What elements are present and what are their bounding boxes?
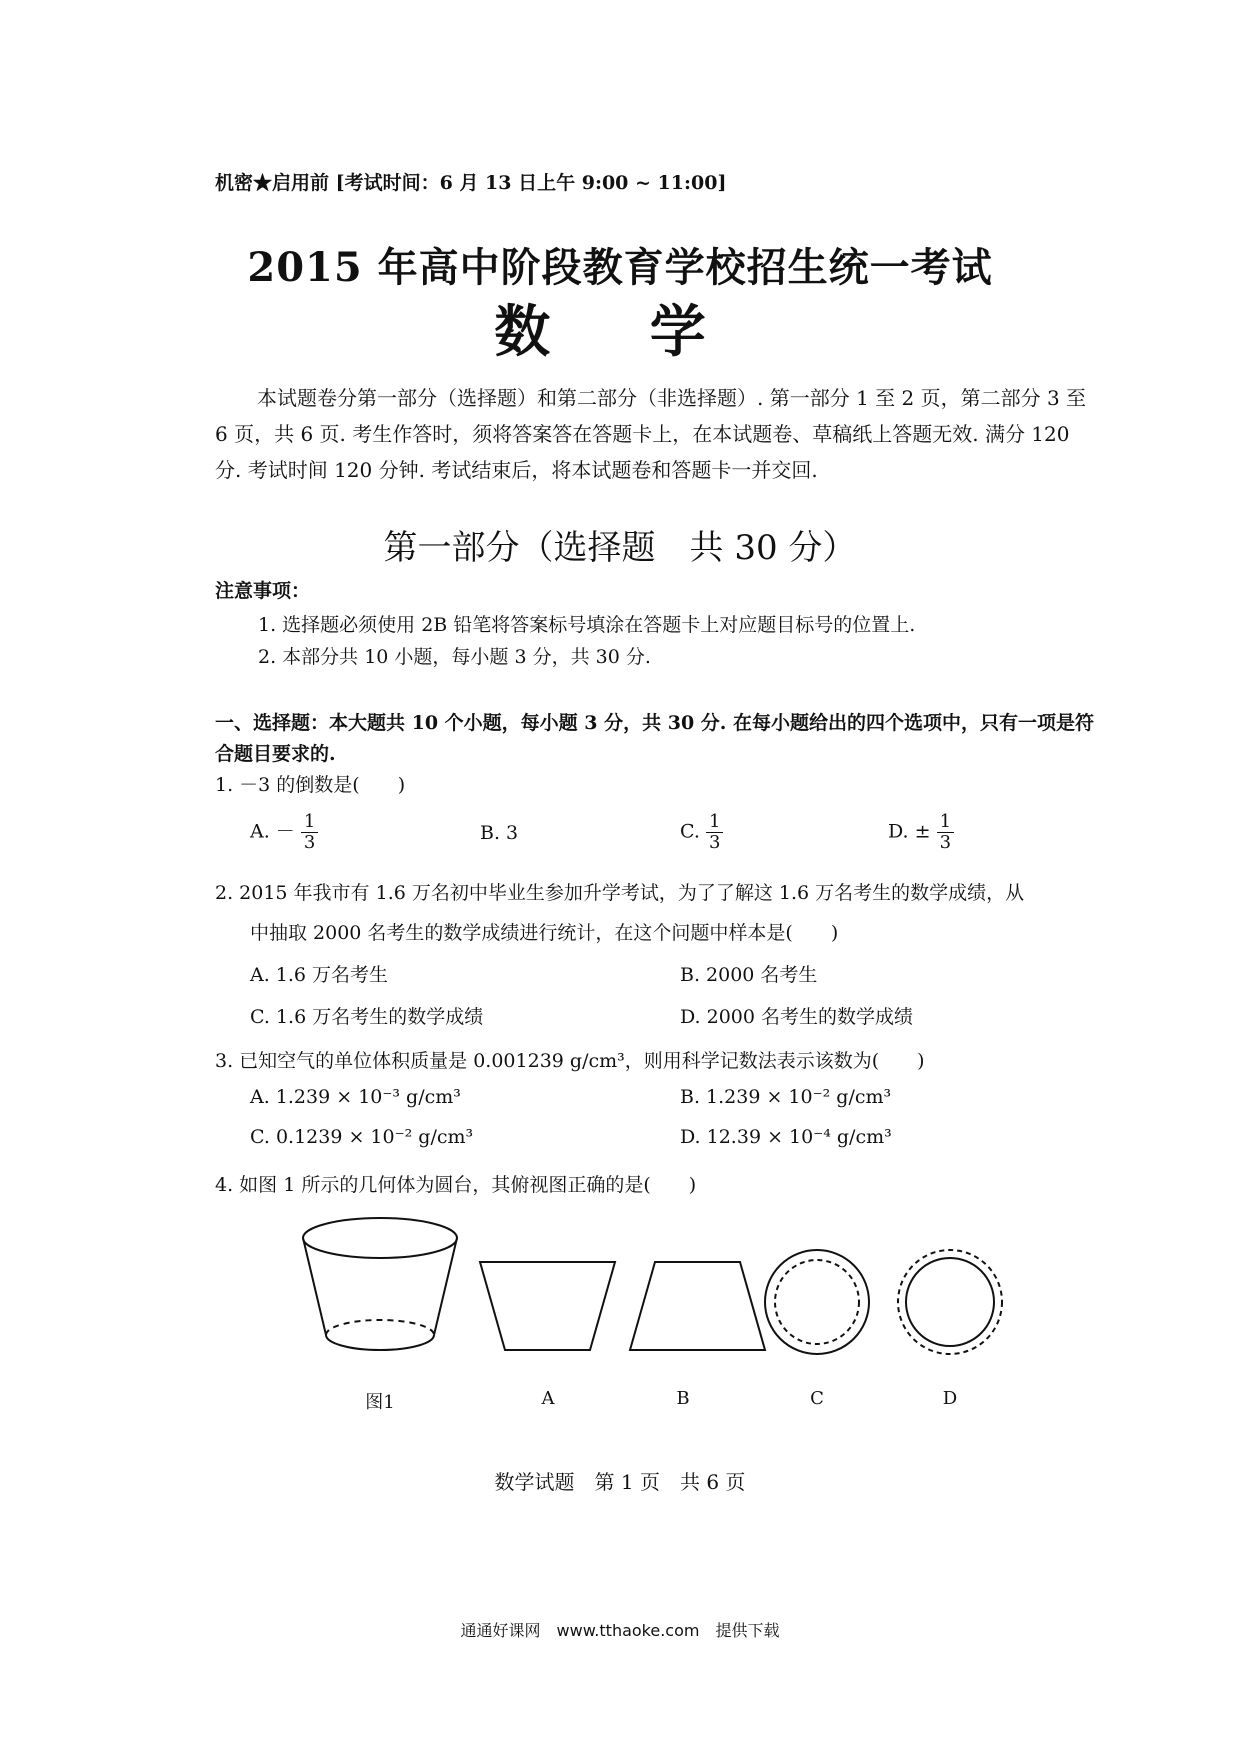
question-2-option-c: C. 1.6 万名考生的数学成绩 — [250, 1006, 484, 1028]
fraction — [937, 812, 954, 853]
fraction — [706, 812, 723, 853]
question-2-option-b: B. 2000 名考生 — [680, 964, 818, 986]
note-item: 1. 选择题必须使用 2B 铅笔将答案标号填涂在答题卡上对应题目标号的位置上. — [258, 614, 916, 636]
option-a-trapezoid — [480, 1262, 615, 1350]
figure-1-label: 图1 — [365, 1392, 395, 1413]
question-1-option-d — [888, 812, 954, 853]
denominator: 3 — [939, 832, 952, 853]
frustum-figure — [303, 1218, 457, 1350]
option-prefix: A. － — [250, 820, 295, 843]
section-heading: 一、选择题：本大题共 10 个小题，每小题 3 分，共 30 分. 在每小题给出的四个选项中，只有一项是符合题目要求的. — [215, 712, 1095, 765]
question-3-option-c: C. 0.1239 × 10⁻² g/cm³ — [250, 1126, 474, 1148]
figure-a-label: A — [541, 1388, 555, 1409]
option-b-trapezoid — [630, 1262, 765, 1350]
download-credit: 通通好课网 www.tthaoke.com 提供下载 — [460, 1621, 780, 1640]
denominator: 3 — [708, 832, 721, 853]
page-footer: 数学试题 第 1 页 共 6 页 — [494, 1470, 746, 1494]
fraction — [301, 812, 318, 853]
exam-confidential-header: 机密★启用前 [考试时间：6 月 13 日上午 9:00 ~ 11:00] — [215, 172, 727, 194]
question-2-option-a: A. 1.6 万名考生 — [250, 964, 389, 986]
figure-c-label: C — [810, 1388, 824, 1409]
denominator: 3 — [303, 832, 316, 853]
option-c-circles — [765, 1250, 869, 1354]
numerator: 1 — [706, 812, 723, 833]
part-one-title: 第一部分（选择题 共 30 分） — [383, 528, 857, 568]
question-2-stem-line2: 中抽取 2000 名考生的数学成绩进行统计，在这个问题中样本是( ) — [250, 922, 839, 944]
option-d-circles — [898, 1250, 1002, 1354]
notes-heading: 注意事项： — [215, 580, 311, 602]
numerator: 1 — [301, 812, 318, 833]
option-prefix: C. — [680, 820, 700, 843]
question-2-stem-line1: 2. 2015 年我市有 1.6 万名初中毕业生参加升学考试，为了了解这 1.6 万名考生的数学成绩，从 — [215, 882, 1025, 904]
question-1-stem: 1. －3 的倒数是( ) — [215, 774, 406, 796]
exam-instructions: 本试题卷分第一部分（选择题）和第二部分（非选择题）. 第一部分 1 至 2 页，第二部分 3 至 6 页，共 6 页. 考生作答时，须将答案答在答题卡上，在本试题卷、草稿纸上答题无效. 满分 120 分. 考试时间 120 分钟. 考试结束后，将本试题卷和答题卡一并交回. — [215, 386, 1087, 482]
figure-d-label: D — [942, 1388, 958, 1409]
exam-subject: 数 学 — [494, 299, 746, 365]
question-4-figures — [290, 1210, 1030, 1380]
question-3-option-a: A. 1.239 × 10⁻³ g/cm³ — [250, 1086, 461, 1108]
question-3-option-d: D. 12.39 × 10⁻⁴ g/cm³ — [680, 1126, 892, 1148]
numerator: 1 — [937, 812, 954, 833]
question-1-option-a — [250, 812, 318, 853]
question-3-option-b: B. 1.239 × 10⁻² g/cm³ — [680, 1086, 892, 1108]
note-item: 2. 本部分共 10 小题，每小题 3 分，共 30 分. — [258, 646, 651, 668]
question-2-option-d: D. 2000 名考生的数学成绩 — [680, 1006, 914, 1028]
figure-b-label: B — [676, 1388, 690, 1409]
question-4-stem: 4. 如图 1 所示的几何体为圆台，其俯视图正确的是( ) — [215, 1174, 697, 1196]
exam-title: 2015 年高中阶段教育学校招生统一考试 — [247, 244, 993, 291]
question-3-stem: 3. 已知空气的单位体积质量是 0.001239 g/cm³，则用科学记数法表示该数为( ) — [215, 1050, 925, 1072]
question-1-option-b: B. 3 — [480, 822, 519, 844]
question-1-option-c — [680, 812, 723, 853]
option-prefix: D. ± — [888, 820, 931, 843]
